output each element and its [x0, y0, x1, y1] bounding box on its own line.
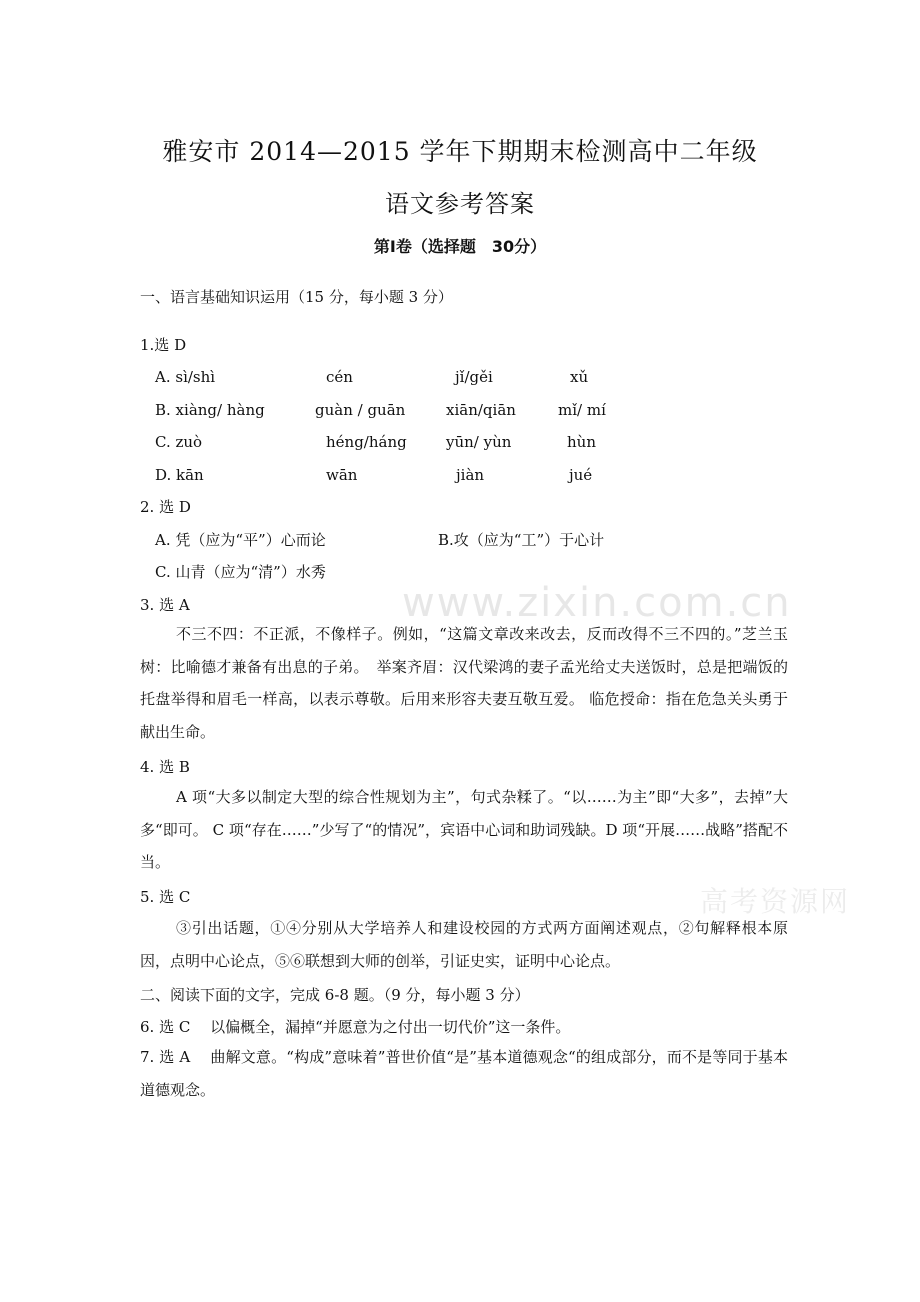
question-4-explanation: A 项“大多以制定大型的综合性规划为主”，句式杂糅了。“以……为主”即“大多”，去掉”大多“即可。 C 项“存在……”少写了“的情况”，宾语中心词和助词残缺。D 项“开展……战略”搭配不当。: [140, 788, 788, 871]
q1-d-c3: jiàn: [456, 466, 485, 484]
question-3-explanation: 不三不四：不正派，不像样子。例如，“这篇文章改来改去，反而改得不三不四的。”芝兰玉树：比喻德才兼备有出息的子弟。 举案齐眉：汉代梁鸿的妻子孟光给丈夫送饭时，总是把端饭的托盘举得和眉毛一样高，以表示尊敬。后用来形容夫妻互敬互爱。 临危授命：指在危急关头勇于献出生命。: [140, 625, 788, 741]
q1-c-c4: hùn: [567, 433, 596, 451]
corner-watermark: 高考资源网: [700, 885, 851, 918]
q1-c-c3: yūn/ yùn: [446, 433, 512, 451]
q1-d-label: D. kān: [155, 466, 204, 484]
q1-b-label: B. xiàng/ hàng: [155, 401, 265, 419]
q1-d-c4: jué: [569, 466, 593, 484]
question-7-answer: 7. 选 A 曲解文意。“构成”意味着”普世价值“是”基本道德观念“的组成部分，而不是等同于基本道德观念。: [140, 1048, 788, 1099]
question-4-heading: 4. 选 B: [140, 758, 190, 776]
q1-b-c3: xiān/qiān: [446, 401, 516, 419]
q1-b-c2: guàn / guān: [315, 401, 406, 419]
site-watermark: www.zixin.com.cn: [402, 580, 792, 626]
q1-b-c4: mǐ/ mí: [558, 401, 606, 419]
q2-option-b: B.攻（应为“工”）于心计: [438, 531, 605, 549]
question-5-explanation: ③引出话题，①④分别从大学培养人和建设校园的方式两方面阐述观点，②句解释根本原因，点明中心论点，⑤⑥联想到大师的创举，引证史实，证明中心论点。: [140, 919, 788, 970]
q1-d-c2: wān: [326, 466, 358, 484]
q1-c-label: C. zuò: [155, 433, 203, 451]
q1-a-label: A. sì/shì: [155, 368, 216, 386]
q2-option-c: C. 山青（应为“清”）水秀: [155, 563, 326, 581]
document-title: 雅安市 2014—2015 学年下期期末检测高中二年级: [162, 137, 758, 166]
question-2-heading: 2. 选 D: [140, 498, 191, 516]
q1-a-c2: cén: [326, 368, 353, 386]
question-5-heading: 5. 选 C: [140, 888, 191, 906]
question-1-heading: 1.选 D: [140, 336, 187, 354]
q1-c-c2: héng/háng: [326, 433, 407, 451]
question-6-answer: 6. 选 C 以偏概全，漏掉“并愿意为之付出一切代价”这一条件。: [140, 1018, 571, 1036]
document-subtitle: 语文参考答案: [385, 190, 535, 218]
q1-a-c3: jǐ/gěi: [455, 368, 493, 386]
section-heading-2: 二、阅读下面的文字，完成 6-8 题。（9 分，每小题 3 分）: [140, 986, 530, 1004]
q1-a-c4: xǔ: [570, 368, 589, 386]
q2-option-a: A. 凭（应为“平”）心而论: [155, 531, 326, 549]
section-heading-1: 一、语言基础知识运用（15 分，每小题 3 分）: [140, 288, 453, 306]
part-heading: 第Ⅰ卷（选择题 30分）: [373, 237, 547, 256]
question-3-heading: 3. 选 A: [140, 596, 190, 614]
